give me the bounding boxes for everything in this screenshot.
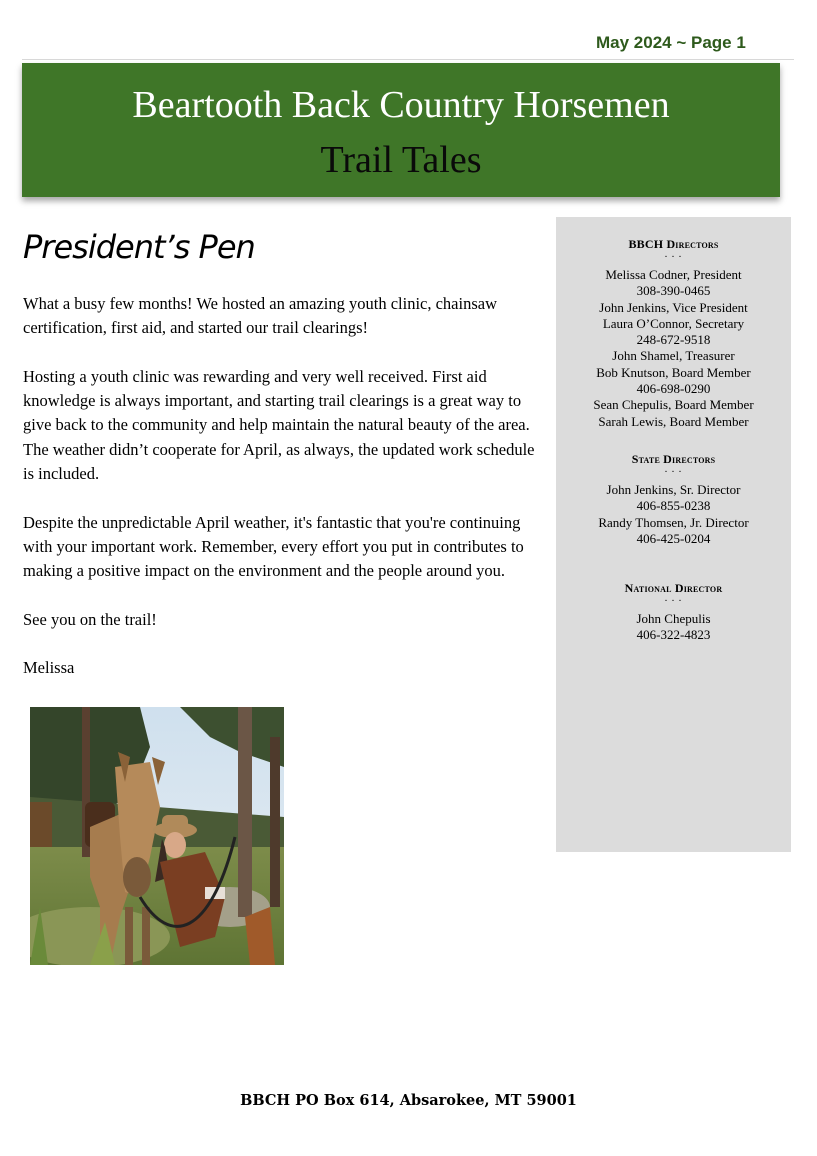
footer-address: BBCH PO Box 614, Absarokee, MT 59001: [240, 1092, 577, 1109]
article-paragraph: What a busy few months! We hosted an amazing youth clinic, chainsaw certification, first aid, and started our trail clearings!: [23, 294, 497, 338]
article-paragraph: Despite the unpredictable April weather, it's fantastic that you're continuing with your important work. Remember, every effort you put in contributes to making a positive impact on the environment and the people around you.: [23, 512, 524, 581]
directors-sidebar: [556, 217, 791, 852]
director-line: Melissa Codner, President: [605, 267, 742, 282]
director-line: Bob Knutson, Board Member: [596, 364, 751, 380]
newsletter-organization-title: Beartooth Back Country Horsemen: [132, 84, 670, 126]
director-line: 406-698-0290: [636, 381, 711, 397]
director-line: 406-425-0204: [636, 530, 711, 546]
director-line: John Shamel, Treasurer: [612, 348, 735, 364]
director-line: 308-390-0465: [636, 283, 711, 299]
president-horse-photo: [30, 707, 284, 965]
director-line: John Chepulis: [636, 611, 711, 626]
director-line: John Jenkins, Sr. Director: [606, 482, 741, 497]
state-directors-heading: State Directors: [631, 452, 716, 466]
director-line: 248-672-9518: [636, 332, 711, 348]
national-director-section: [556, 581, 791, 644]
director-line: Laura O’Connor, Secretary: [602, 315, 745, 331]
director-line: John Jenkins, Vice President: [599, 299, 748, 315]
masthead-banner: [22, 63, 780, 197]
director-line: 406-322-4823: [636, 627, 711, 643]
newsletter-name: Trail Tales: [320, 139, 482, 181]
bbch-directors-heading: BBCH Directors: [628, 237, 719, 251]
article-title: President’s Pen: [23, 228, 255, 266]
article-signature: Melissa: [23, 658, 75, 678]
section-dots: . . .: [664, 593, 683, 604]
director-line: Randy Thomsen, Jr. Director: [598, 514, 749, 530]
national-director-heading: National Director: [624, 581, 723, 595]
article-body: [23, 292, 548, 705]
director-line: Sean Chepulis, Board Member: [593, 397, 754, 413]
state-directors-section: [556, 452, 791, 547]
director-line: 406-855-0238: [636, 498, 711, 514]
article-paragraph: Hosting a youth clinic was rewarding and very well received. First aid knowledge is always important, and starting trail clearings is a great way to give back to the community and help maintain the natural beauty of the area. The weather didn’t cooperate for April, as always, the updated work schedule is included.: [23, 366, 535, 484]
director-line: Sarah Lewis, Board Member: [598, 413, 749, 429]
section-dots: . . .: [664, 249, 683, 260]
top-divider: [22, 59, 794, 60]
page-info: May 2024 ~ Page 1: [596, 33, 746, 52]
article-paragraph: See you on the trail!: [23, 609, 157, 629]
bbch-directors-section: [556, 237, 791, 430]
section-dots: . . .: [664, 464, 683, 475]
